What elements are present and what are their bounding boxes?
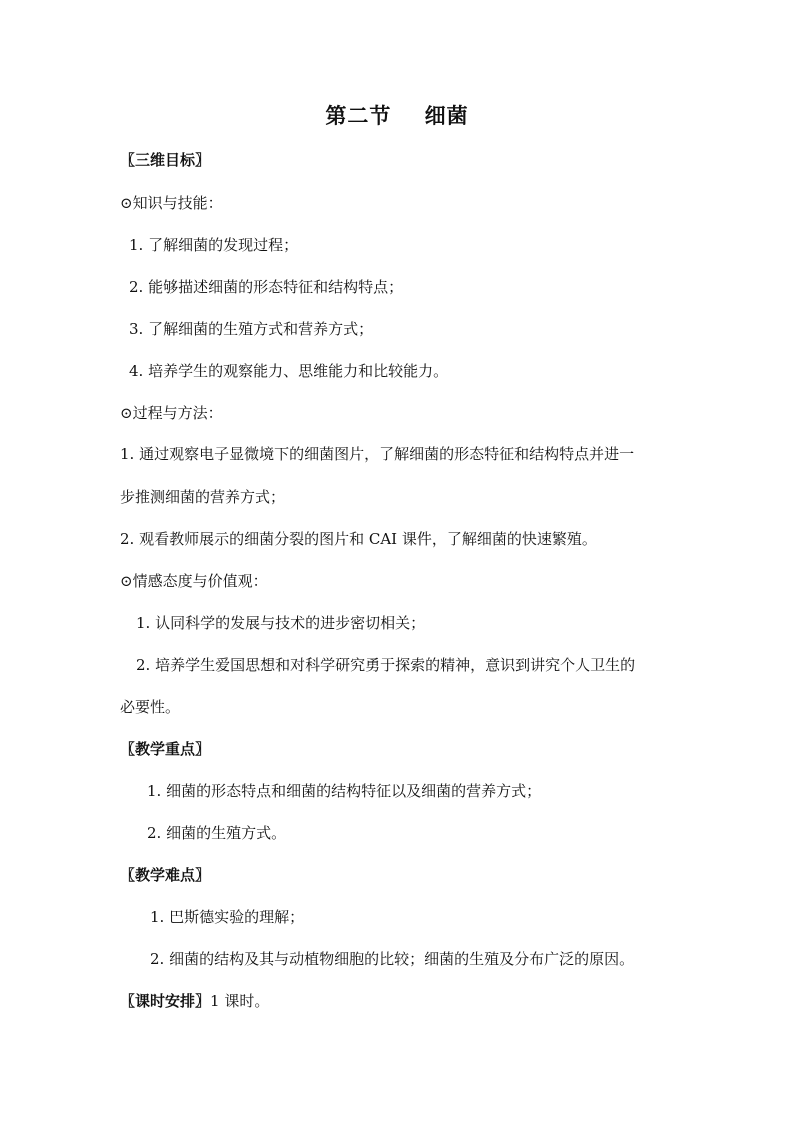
attitude-item-1: 1. 认同科学的发展与技术的进步密切相关； (136, 614, 426, 632)
goals-heading: 〖三维目标〗 (120, 151, 211, 169)
knowledge-item-2: 2. 能够描述细菌的形态特征和结构特点； (129, 278, 404, 296)
attitude-item-2-line-2: 必要性。 (120, 698, 181, 716)
key-point-item-1: 1. 细菌的形态特点和细菌的结构特征以及细菌的营养方式； (147, 782, 542, 800)
attitude-label: ⊙情感态度与价值观： (120, 572, 268, 590)
key-point-item-2: 2. 细菌的生殖方式。 (147, 824, 287, 842)
process-item-2: 2. 观看教师展示的细菌分裂的图片和 CAI 课件，了解细菌的快速繁殖。 (120, 530, 597, 548)
schedule-text: 1 课时。 (210, 992, 270, 1010)
knowledge-item-4: 4. 培养学生的观察能力、思维能力和比较能力。 (129, 362, 449, 380)
key-points-heading: 〖教学重点〗 (120, 740, 211, 758)
knowledge-item-1: 1. 了解细菌的发现过程； (129, 236, 299, 254)
difficult-point-item-1: 1. 巴斯德实验的理解； (150, 908, 305, 926)
schedule-heading: 〖课时安排〗 (120, 992, 211, 1010)
difficult-points-heading: 〖教学难点〗 (120, 866, 211, 884)
page-title: 第二节 细菌 (325, 103, 469, 128)
process-item-1-line-2: 步推测细菌的营养方式； (120, 488, 286, 506)
schedule-row (120, 991, 269, 1011)
knowledge-item-3: 3. 了解细菌的生殖方式和营养方式； (129, 320, 374, 338)
process-label: ⊙过程与方法： (120, 404, 223, 422)
process-item-1-line-1: 1. 通过观察电子显微境下的细菌图片，了解细菌的形态特征和结构特点并进一 (120, 445, 635, 463)
knowledge-label: ⊙知识与技能： (120, 194, 223, 212)
attitude-item-2-line-1: 2. 培养学生爱国思想和对科学研究勇于探索的精神，意识到讲究个人卫生的 (136, 656, 636, 674)
difficult-point-item-2: 2. 细菌的结构及其与动植物细胞的比较；细菌的生殖及分布广泛的原因。 (150, 950, 635, 968)
